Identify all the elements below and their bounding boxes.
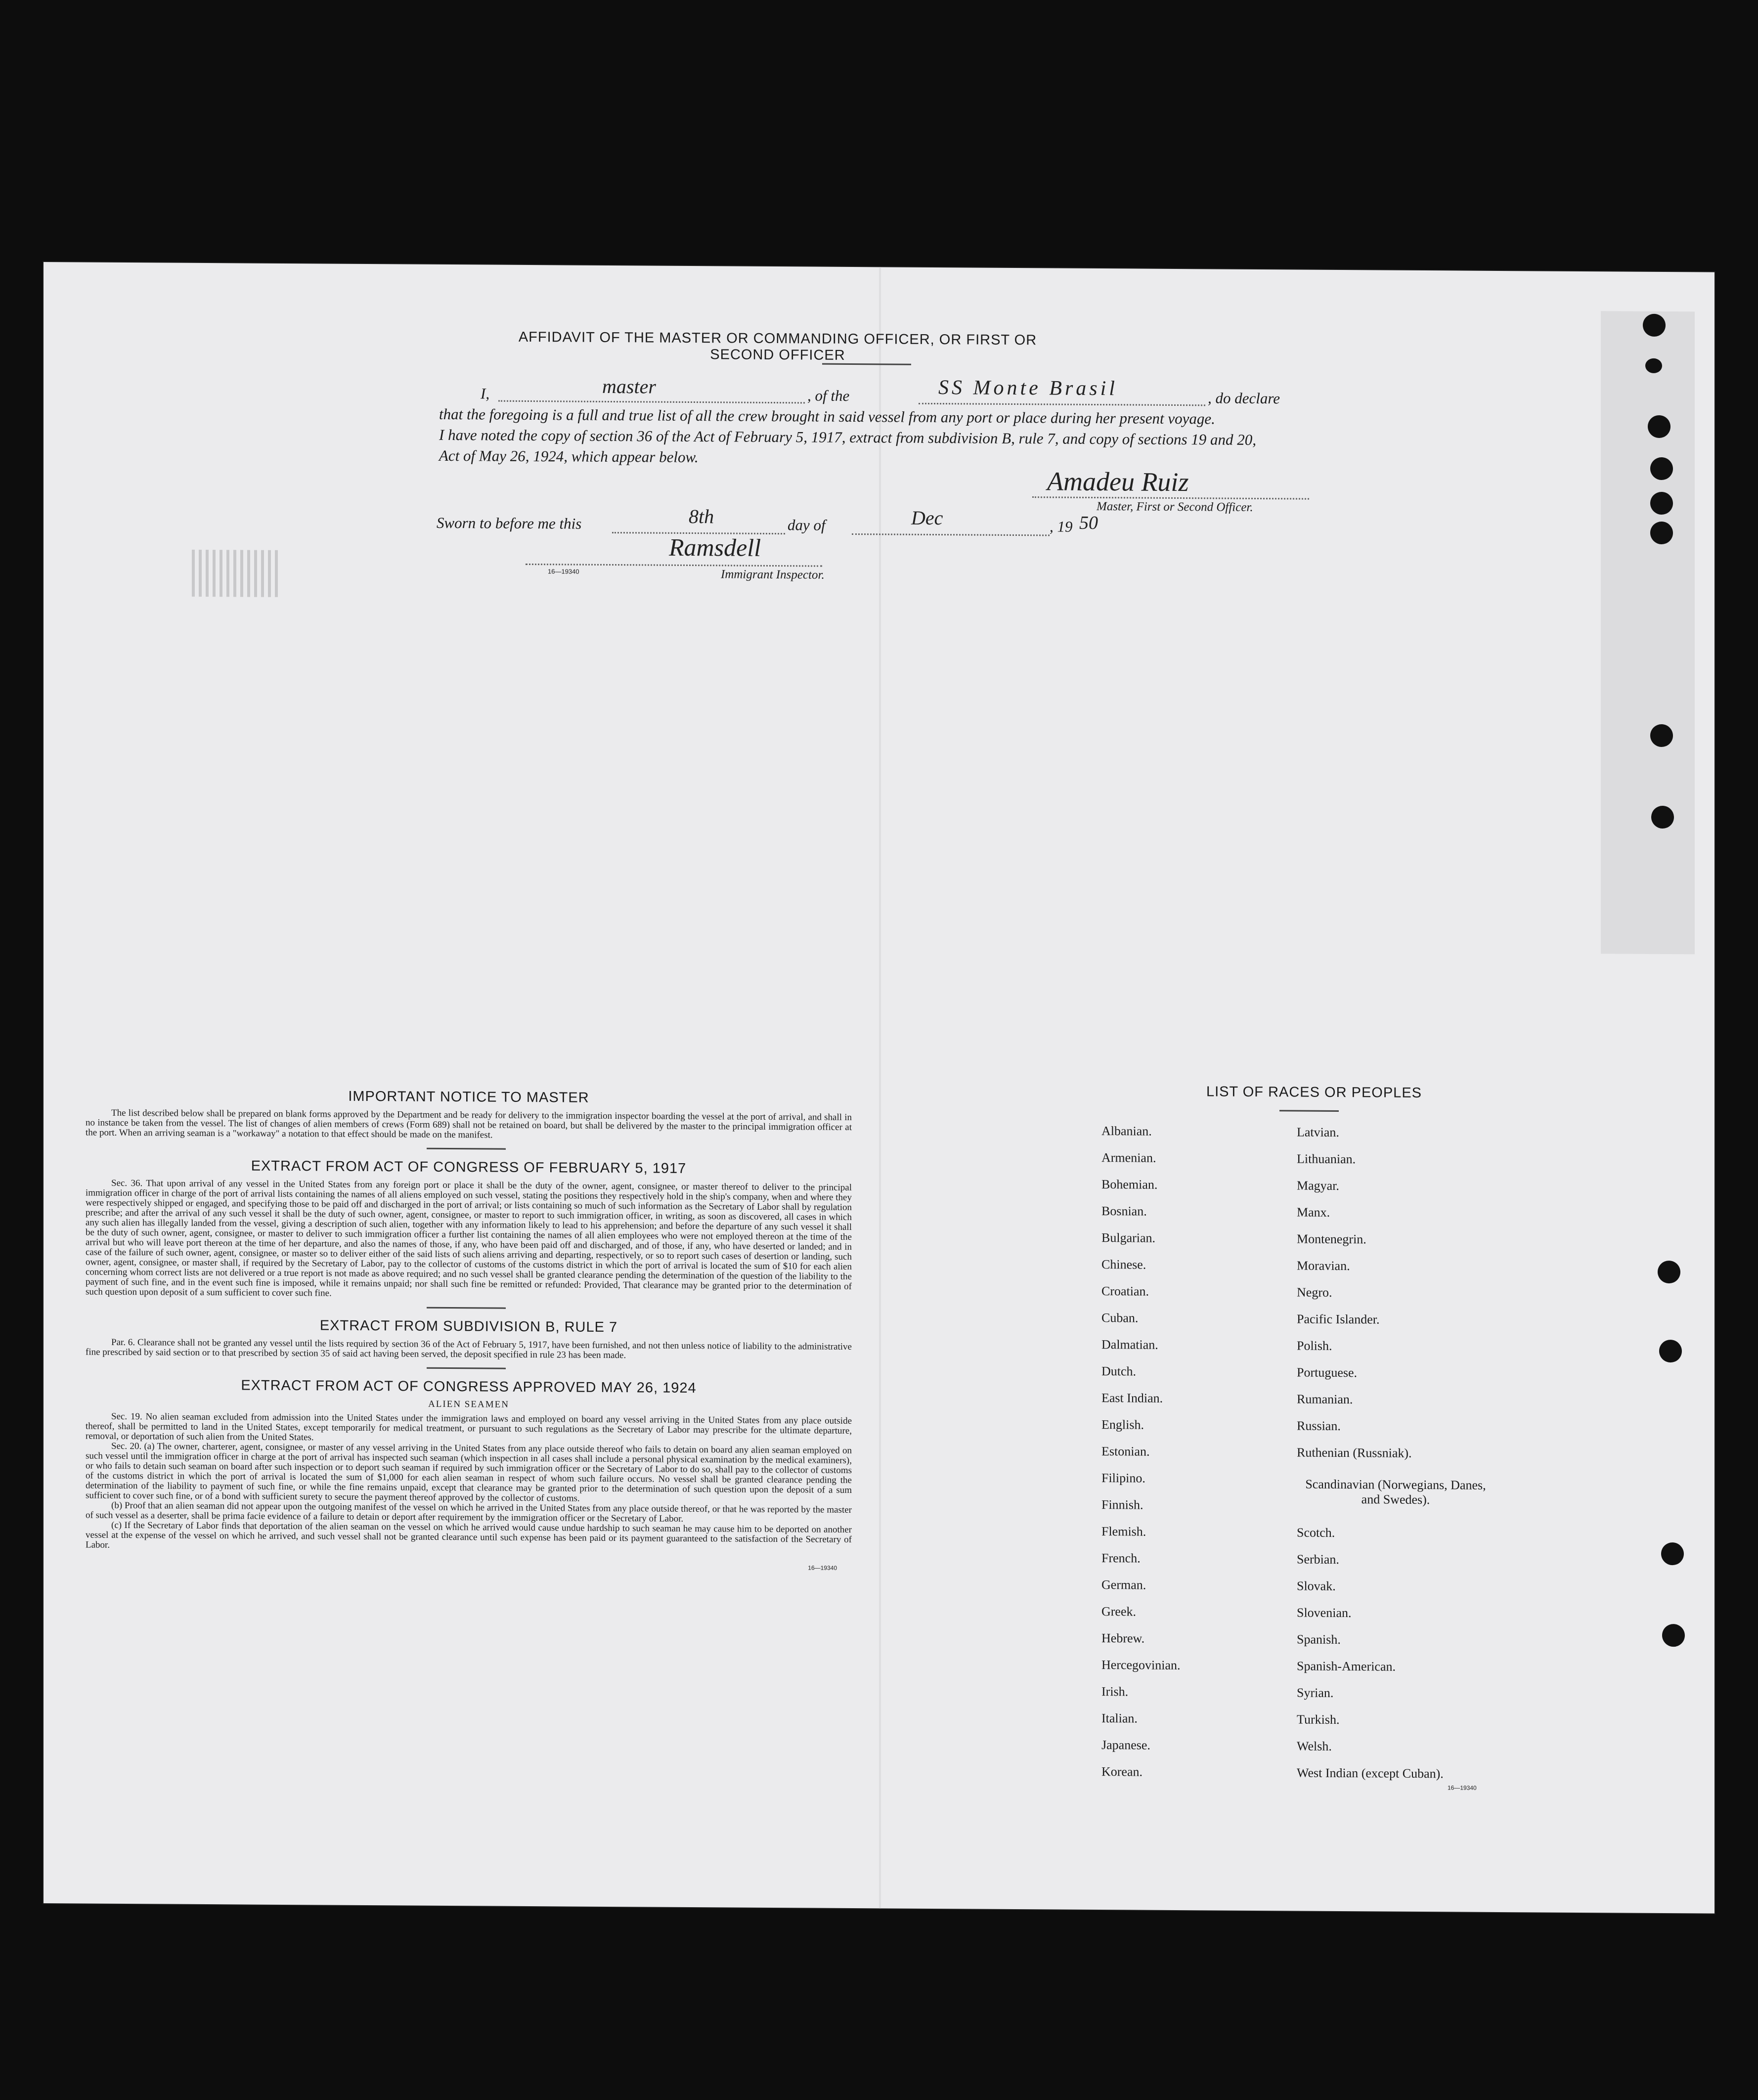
punch-hole-icon [1650,522,1673,544]
declaration-do-declare: , do declare [1208,389,1280,407]
year-prefix: , 19 [1050,518,1073,535]
race-item: Latvian. [1297,1125,1339,1140]
race-item: German. [1101,1577,1146,1592]
race-item: Bohemian. [1101,1177,1158,1192]
vessel-line [919,403,1205,406]
race-item: Ruthenian (Russniak). [1297,1445,1412,1460]
declaration-line-3: I have noted the copy of section 36 of the Act of February 5, 1917, extract from subdivision B, rule 7, and copy of sections 19 and 20, [439,426,1257,448]
race-item: Moravian. [1297,1258,1350,1273]
race-item: Hercegovinian. [1101,1658,1181,1673]
race-item: Japanese. [1101,1738,1150,1752]
year-handwriting: 50 [1079,512,1098,534]
vessel-handwriting: SS Monte Brasil [938,376,1118,400]
affidavit-title: AFFIDAVIT OF THE MASTER OR COMMANDING OFFICER, OR FIRST OR SECOND OFFICER [518,329,1037,363]
day-handwriting: 8th [689,505,714,528]
race-item: Montenegrin. [1297,1231,1366,1247]
declaration-i: I, [481,385,490,402]
punch-hole-icon [1650,724,1673,747]
month-handwriting: Dec [911,506,943,529]
race-item: Irish. [1101,1684,1129,1699]
race-item: Lithuanian. [1297,1151,1356,1167]
divider [427,1367,506,1369]
race-item: Filipino. [1101,1471,1145,1486]
document-sheet [44,262,1714,1914]
officer-signature: Amadeu Ruiz [1047,466,1189,497]
declaration-of-the: , of the [807,387,850,404]
race-item: Dutch. [1101,1364,1137,1379]
race-item: Flemish. [1101,1524,1146,1539]
races-column-1 [1101,1124,1284,1787]
race-item: Cuban. [1101,1311,1139,1325]
notice-body: The list described below shall be prepared on blank forms approved by the Department and be ready for delivery to the immigration inspector boarding the vessel at the port of arrival, and shall in no instance be taken from the vessel. The list of changes of alien members of crews (Form 689) shall not be retained on board, but shall be delivered by the master to the principal immigration officer at the port. When an arriving seaman is a "workaway" a notation to that effect should be made on the manifest. [86,1107,852,1140]
race-item: Estonian. [1101,1444,1150,1459]
extract-1924-subtitle: ALIEN SEAMEN [428,1399,509,1410]
race-item: Portuguese. [1297,1365,1358,1380]
inspector-signature-line [526,564,822,567]
sworn-statement [437,505,1178,548]
extract-1917-title: EXTRACT FROM ACT OF CONGRESS OF FEBRUARY 5, 1917 [251,1158,687,1177]
race-item: Croatian. [1101,1284,1149,1299]
race-item: Serbian. [1297,1552,1339,1567]
extract-rule7-body: Par. 6. Clearance shall not be granted any vessel until the lists required by section 36 of the Act of February 5, 1917, have been furnished, and not then unless notice of liability to the administrative fine prescribed by said section or to that prescribed by section 35 of said act having been served, the deposit specified in rule 23 has been made. [86,1337,852,1361]
races-underline [1279,1110,1339,1112]
section-20a-body: Sec. 20. (a) The owner, charterer, agent, consignee, or master of any vessel arriving in the United States from any place outside thereof who fails to detain on board any alien seaman employed on such vessel until the immigration officer in charge at the port of arrival has inspected such seaman (which inspection in all cases shall include a personal physical examination by the medical examiners), or who fails to detain such seaman on board after such inspection or to deport such seaman if required by such immigration officer or the Secretary of Labor to do so, shall pay to the collector of customs of the customs district in which the port of arrival is located the sum of $1,000 for each alien seaman in respect of whom such failure occurs. No vessel shall be granted clearance pending the determination of the liability to payment of such fine, or while the fine remains unpaid, except that clearance may be granted prior to the determination of such question upon the deposit of a sum sufficient to cover such fine, or of a bond with sufficient surety to secure the payment thereof approved by the collector of customs. [86,1441,852,1504]
punch-hole-icon [1662,1624,1685,1647]
races-title: LIST OF RACES OR PEOPLES [1206,1084,1422,1101]
race-item: Scandinavian (Norwegians, Danes, and Swedes). [1305,1477,1486,1507]
affidavit-form-number: 16—19340 [548,568,579,575]
race-item: Spanish-American. [1297,1659,1396,1674]
race-item: Slovenian. [1297,1605,1352,1620]
affidavit-declaration [439,375,1378,472]
officer-signature-line [1032,496,1309,499]
race-item: Dalmatian. [1101,1337,1158,1352]
punch-hole-icon [1651,806,1674,829]
section-19-body: Sec. 19. No alien seaman excluded from admission into the United States under the immigration laws and employed on board any vessel arriving in the United States from any place outside thereof, shall be permitted to land in the United States, except temporarily for medical treatment, or pursuant to such regulations as the Secretary of Labor may prescribe for the ultimate departure, removal, or deportation of such alien from the United States. [86,1411,852,1443]
race-item: Polish. [1297,1338,1332,1353]
notice-title: IMPORTANT NOTICE TO MASTER [348,1088,589,1106]
punch-hole-icon [1650,457,1673,480]
race-item: Pacific Islander. [1297,1312,1380,1327]
race-item: Finnish. [1101,1497,1143,1512]
race-item: Slovak. [1297,1578,1336,1593]
punch-hole-icon [1661,1542,1684,1565]
divider [427,1148,506,1150]
race-item: Bulgarian. [1101,1230,1156,1245]
race-item: French. [1101,1551,1141,1566]
punch-hole-icon [1658,1261,1680,1283]
month-line [852,533,1050,536]
race-item: West Indian (except Cuban). [1297,1765,1444,1781]
divider [427,1307,506,1309]
section-20c-body: (c) If the Secretary of Labor finds that deportation of the alien seaman on the vessel on which he arrived would cause undue hardship to such seaman he may cause him to be deported on another vessel at the expense of the vessel on which he arrived, and such vessel shall not be granted clearance until such expense has been paid or its payment guaranteed to the satisfaction of the Secretary of Labor. [86,1520,852,1550]
race-item: Magyar. [1297,1178,1339,1193]
section-20b-body: (b) Proof that an alien seaman did not appear upon the outgoing manifest of the vessel on which he arrived in the United States from any place outside thereof, or that he was reported by the master of such vessel as a deserter, shall be prima facie evidence of a failure to detain or deport after requirement by the immigration officer or the Secretary of Labor. [86,1500,852,1524]
race-item: English. [1101,1417,1144,1432]
race-item: Hebrew. [1101,1631,1145,1646]
inspector-caption: Immigrant Inspector. [721,568,825,582]
sworn-label: Sworn to before me this [437,514,582,532]
race-item: Armenian. [1101,1150,1156,1165]
punch-hole-icon [1648,415,1670,438]
notice-section [86,1087,852,1572]
inspector-signature: Ramsdell [669,533,761,562]
page-fold [879,267,881,1908]
punch-hole-icon [1659,1340,1682,1362]
extract-1917-body: Sec. 36. That upon arrival of any vessel in the United States from any foreign port or place it shall be the duty of the owner, agent, consignee, or master thereof to deliver to the principal immigration officer in charge of the port of arrival lists containing the names of all aliens employed on such vessel, stating the positions they respectively hold in the ship's company, when and where they were respectively shipped or engaged, and specifying those to be paid off and discharged in the port of arrival; or lists containing so much of such information as the Secretary of Labor shall by regulation prescribe; and after the arrival of any such vessel it shall be the duty of such owner, agent, consignee, or master to report to such immigration officer, in writing, as soon as discovered, all cases in which any such alien has illegally landed from the vessel, giving a description of such alien, together with any information likely to lead to his apprehension; and before the departure of any such vessel it shall be the duty of such owner, agent, consignee, or master to deliver to such immigration officer a further list containing the names of all alien employees who were not employed thereon at the time of the arrival but who will leave port thereon at the time of her departure, and also the names of those, if any, who have been paid off and discharged, and of those, if any, who have deserted or landed; and in case of the failure of such owner, agent, consignee, or master so to deliver either of the said lists of such aliens arriving and departing, respectively, or so to report such cases of desertion or landing, such owner, agent, consignee, or master shall, if required by the Secretary of Labor, pay to the collector of customs of the customs district in which the port of arrival is located the sum of $10 for each alien concerning whom correct lists are not delivered or a true report is not made as above required; and no such vessel shall be granted clearance pending the determination of the question of the liability to the payment of such fine, and in the event such fine is imposed, while it remains unpaid; nor shall such fine be remitted or refunded: Provided, That clearance may be granted prior to the determination of such question upon deposit of a sum sufficient to cover such fine. [86,1178,852,1299]
race-item: Scotch. [1297,1525,1335,1540]
day-of-label: day of [788,516,826,534]
extract-rule7-title: EXTRACT FROM SUBDIVISION B, RULE 7 [319,1317,618,1336]
race-item: Welsh. [1297,1739,1332,1753]
punch-hole-icon [1650,492,1673,515]
race-item: Syrian. [1297,1685,1334,1700]
extract-1924-title: EXTRACT FROM ACT OF CONGRESS APPROVED MAY 26, 1924 [241,1377,697,1397]
races-column-2 [1297,1125,1524,1803]
race-item: Spanish. [1297,1632,1341,1647]
race-item: Turkish. [1297,1712,1340,1727]
faded-stamp [192,550,281,597]
punch-hole-icon [1643,314,1666,337]
race-item: Albanian. [1101,1124,1152,1138]
races-form-number: 16—19340 [1448,1784,1477,1792]
declaration-line-2: that the foregoing is a full and true list of all the crew brought in said vessel from any port or place during her present voyage. [439,405,1215,428]
race-item: East Indian. [1101,1391,1163,1405]
race-item: Bosnian. [1101,1204,1147,1219]
race-item: Russian. [1297,1418,1341,1434]
punch-hole-icon [1645,358,1662,373]
declaration-line-4: Act of May 26, 1924, which appear below. [439,446,699,466]
extract-form-number: 16—19340 [808,1564,837,1572]
race-item: Italian. [1101,1711,1138,1726]
capacity-line [498,400,805,404]
officer-caption: Master, First or Second Officer. [1097,500,1253,514]
binding-strip [1601,311,1695,954]
race-item: Rumanian. [1297,1392,1353,1407]
race-item: Manx. [1297,1205,1330,1220]
race-item: Greek. [1101,1604,1137,1619]
title-underline [822,363,911,365]
race-item: Chinese. [1101,1257,1146,1272]
race-item: Korean. [1101,1764,1143,1779]
race-item: Negro. [1297,1285,1332,1300]
capacity-handwriting: master [602,375,656,398]
